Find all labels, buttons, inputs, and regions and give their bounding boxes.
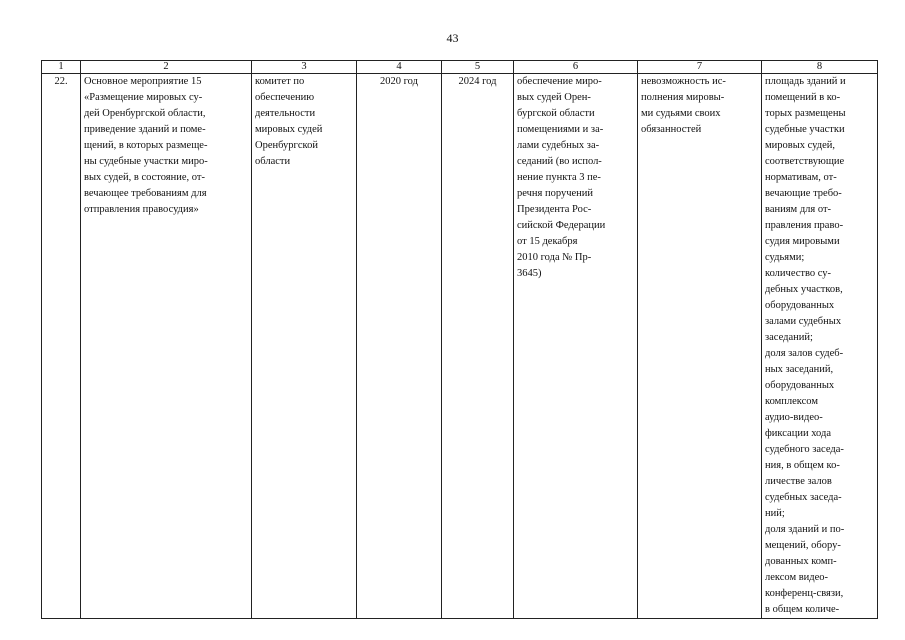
col-header-1: 1 [42, 61, 81, 74]
col-header-5: 5 [442, 61, 514, 74]
table-row [42, 74, 878, 619]
col-header-3: 3 [252, 61, 357, 74]
row-number: 22. [42, 74, 81, 619]
consequences: невозможность ис- полнения мировы- ми судьями своих обязанностей [638, 74, 762, 619]
col-header-8: 8 [762, 61, 878, 74]
start-year: 2020 год [357, 74, 442, 619]
indicators: площадь зданий и помещений в ко- торых размещены судебные участки мировых судей, соответствующие нормативам, от- вечающие требо- ваниям для от- правления право- судия мировыми судьями; количество су- дебных участков, оборудованных залами судебных заседаний; доля залов судеб- ных заседаний, оборудованных комплексом аудио-видео- фиксации хода судебного заседа- ния, в общем ко- личестве залов судебных заседа- ний; доля зданий и по- мещений, обору- дованных комп- лексом видео- конференц-связи, в общем количе- [762, 74, 878, 619]
end-year: 2024 год [442, 74, 514, 619]
col-header-6: 6 [514, 61, 638, 74]
measure-name: Основное мероприятие 15 «Размещение мировых су- дей Оренбургской области, приведение зданий и поме- щений, в которых размеще- ны судебные участки миро- вых судей, в состояние, от- вечающее требованиям для отправления правосудия» [81, 74, 252, 619]
expected-result: обеспечение миро- вых судей Орен- бургской области помещениями и за- лами судебных за- седаний (во испол- нение пункта 3 пе- речня поручений Президента Рос- сийской Федерации от 15 декабря 2010 года № Пр- 3645) [514, 74, 638, 619]
header-row [42, 61, 878, 74]
col-header-7: 7 [638, 61, 762, 74]
page-number: 43 [446, 31, 459, 45]
col-header-4: 4 [357, 61, 442, 74]
executor: комитет по обеспечению деятельности мировых судей Оренбургской области [252, 74, 357, 619]
col-header-2: 2 [81, 61, 252, 74]
measures-table [41, 60, 878, 619]
